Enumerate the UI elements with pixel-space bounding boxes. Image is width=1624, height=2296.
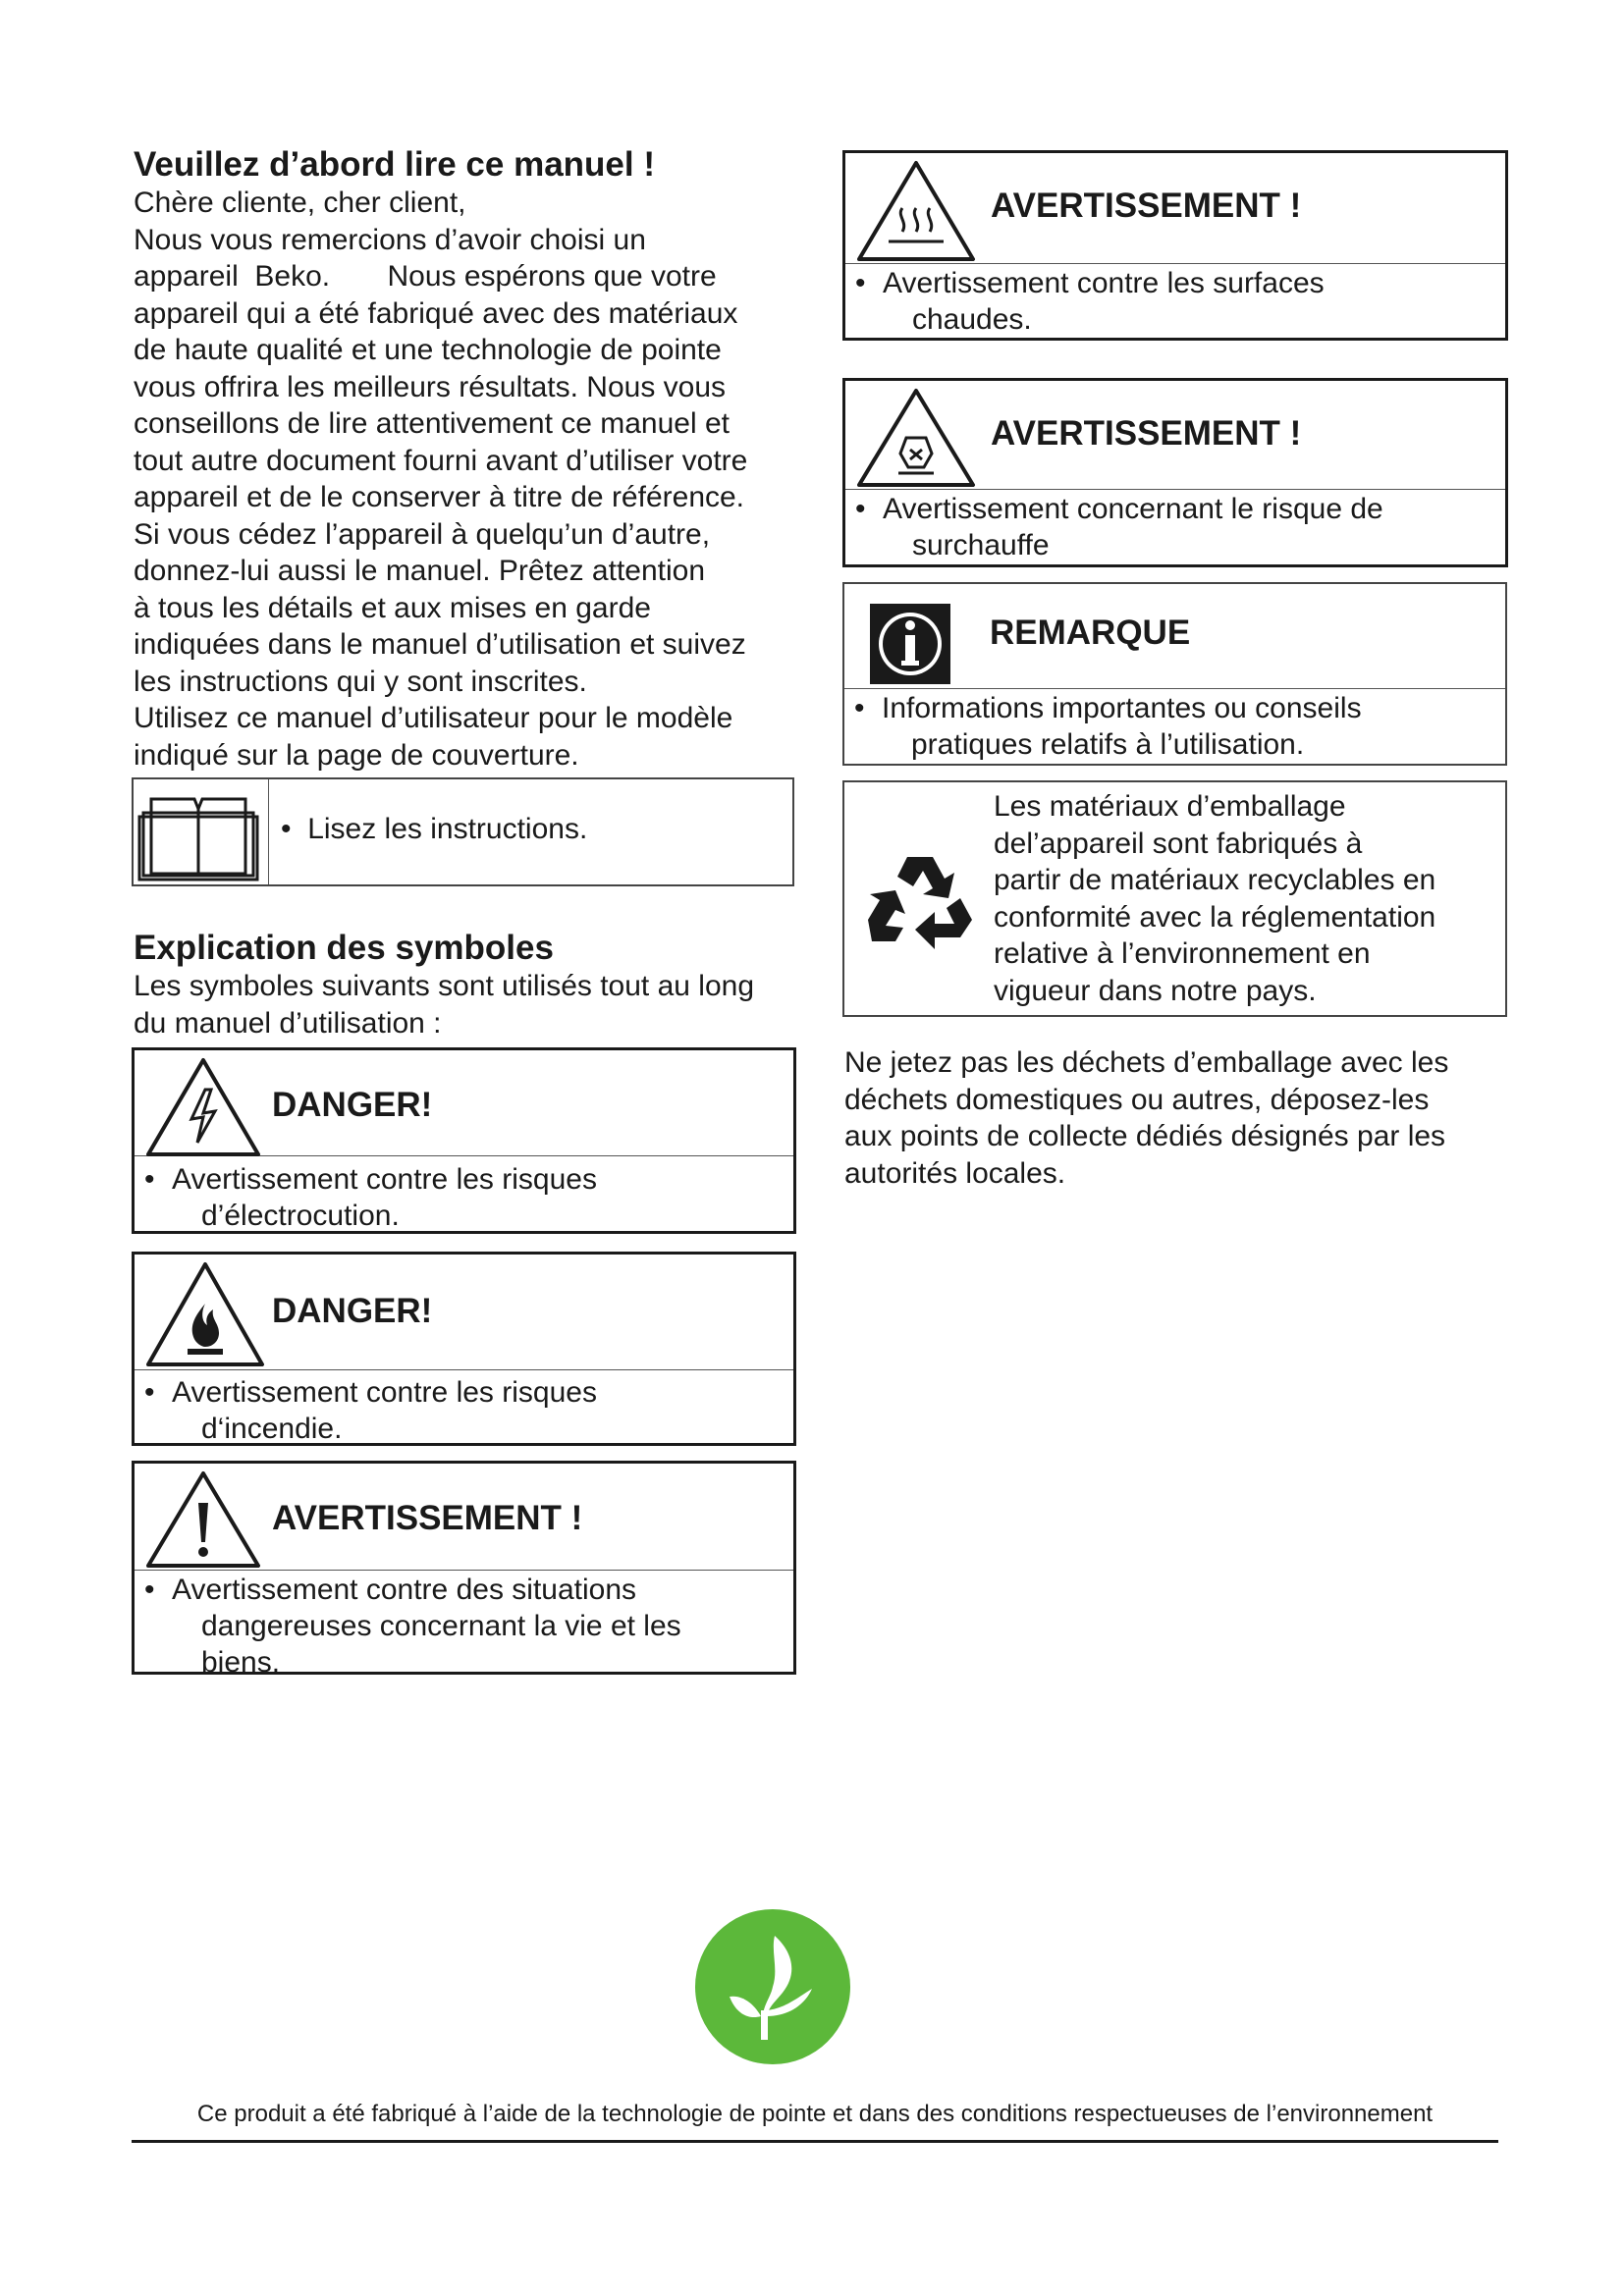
disposal-line: déchets domestiques ou autres, déposez-les: [844, 1083, 1430, 1116]
intro-line: Nous vous remercions d’avoir choisi un: [134, 223, 646, 256]
read-instructions-box: [132, 777, 794, 886]
symbols-intro: [134, 968, 801, 1041]
read-instructions-bullet: [281, 813, 587, 846]
disposal-line: autorités locales.: [844, 1156, 1066, 1190]
info-icon: [870, 604, 950, 689]
recycle-line: Les matériaux d’emballage: [994, 790, 1346, 823]
intro-line: appareil Beko. Nous espérons que votre: [134, 260, 717, 293]
fire-hazard-icon: [144, 1260, 266, 1373]
disposal-line: Ne jetez pas les déchets d’emballage avec les: [844, 1046, 1449, 1079]
box-bullet: [855, 265, 1497, 338]
bullet-dot: •: [855, 267, 866, 299]
bullet-dot: •: [144, 1574, 155, 1606]
intro-line: vous offrira les meilleurs résultats. Nous vous: [134, 370, 727, 403]
note-box: [842, 582, 1507, 766]
danger-electric-box: [132, 1047, 796, 1234]
recycle-line: partir de matériaux recyclables en: [994, 864, 1436, 896]
bullet-line: Avertissement contre les surfaces: [883, 267, 1325, 299]
box-bullet: [855, 491, 1497, 563]
bullet-line: dangereuses concernant la vie et les: [201, 1610, 681, 1642]
eco-leaf-icon: [694, 1908, 851, 2070]
footer-divider: [132, 2140, 1498, 2143]
bullet-line: Avertissement contre des situations: [172, 1574, 637, 1606]
warning-hot-box: [842, 150, 1508, 341]
box-title: REMARQUE: [990, 614, 1191, 652]
intro-line: donnez-lui aussi le manuel. Prêtez attention: [134, 555, 706, 587]
intro-paragraph: [134, 185, 801, 774]
warning-general-box: [132, 1461, 796, 1679]
footer-text: Ce produit a été fabriqué à l’aide de la technologie de pointe et dans des conditions respectueuses de l’environnement: [196, 2101, 1434, 2127]
intro-line: à tous les détails et aux mises en garde: [134, 591, 651, 624]
recycle-text: [994, 788, 1504, 1009]
bullet-dot: •: [144, 1376, 155, 1409]
bullet-dot: •: [855, 493, 866, 525]
recycle-line: del’appareil sont fabriqués à: [994, 827, 1363, 860]
intro-line: de haute qualité et une technologie de pointe: [134, 334, 722, 366]
danger-fire-box: [132, 1252, 796, 1446]
recycle-icon: [866, 847, 974, 960]
box-bullet: [144, 1374, 785, 1447]
box-bullet: [854, 690, 1497, 763]
bullet-dot: •: [854, 692, 865, 724]
recycle-line: vigueur dans notre pays.: [994, 974, 1317, 1007]
bullet-line: Informations importantes ou conseils: [882, 692, 1362, 724]
box-bullet: [144, 1161, 785, 1234]
recycle-line: conformité avec la réglementation: [994, 900, 1436, 934]
box-title: AVERTISSEMENT !: [991, 187, 1302, 225]
box-bullet: [144, 1572, 785, 1681]
symbols-line: Les symboles suivants sont utilisés tout au long: [134, 970, 755, 1002]
bullet-line: Avertissement contre les risques: [172, 1376, 597, 1409]
bullet-line: pratiques relatifs à l’utilisation.: [911, 728, 1305, 761]
intro-line: tout autre document fourni avant d’utiliser votre: [134, 444, 748, 477]
intro-line: les instructions qui y sont inscrites.: [134, 665, 587, 698]
bullet-line: d‘incendie.: [201, 1413, 343, 1445]
bullet-line: d’électrocution.: [201, 1200, 400, 1232]
box-title: AVERTISSEMENT !: [991, 414, 1302, 453]
bullet-line: chaudes.: [912, 303, 1032, 336]
symbols-line: du manuel d’utilisation :: [134, 1006, 442, 1040]
overheat-icon: [855, 387, 977, 494]
box-title: AVERTISSEMENT !: [272, 1499, 583, 1537]
disposal-line: aux points de collecte dédiés désignés par les: [844, 1120, 1446, 1152]
bullet-line: Avertissement contre les risques: [172, 1163, 597, 1196]
bullet-dot: •: [281, 813, 308, 845]
intro-line: indiquées dans le manuel d’utilisation et suivez: [134, 628, 746, 661]
intro-line: conseillons de lire attentivement ce manuel et: [134, 407, 731, 440]
recycle-box: [842, 780, 1507, 1017]
symbols-heading: Explication des symboles: [134, 929, 554, 967]
bullet-line: biens.: [201, 1646, 281, 1679]
recycle-line: relative à l’environnement en: [994, 937, 1371, 970]
warning-icon: [144, 1469, 262, 1575]
intro-line: Si vous cédez l’appareil à quelqu’un d’autre,: [134, 517, 711, 551]
intro-line: indiqué sur la page de couverture.: [134, 738, 579, 772]
read-instructions-text: Lisez les instructions.: [307, 813, 588, 845]
bullet-dot: •: [144, 1163, 155, 1196]
intro-line: appareil et de le conserver à titre de référence.: [134, 481, 745, 513]
intro-line: Chère cliente, cher client,: [134, 187, 466, 219]
bullet-line: surchauffe: [912, 529, 1050, 561]
intro-line: appareil qui a été fabriqué avec des matériaux: [134, 296, 738, 330]
hot-surface-icon: [855, 159, 977, 268]
bullet-line: Avertissement concernant le risque de: [883, 493, 1383, 525]
warning-overheat-box: [842, 378, 1508, 567]
electric-hazard-icon: [144, 1056, 262, 1163]
book-icon: [134, 779, 269, 884]
box-title: DANGER!: [272, 1086, 433, 1124]
disposal-paragraph: [844, 1044, 1512, 1192]
intro-line: Utilisez ce manuel d’utilisateur pour le modèle: [134, 702, 733, 734]
box-title: DANGER!: [272, 1292, 433, 1330]
intro-heading: Veuillez d’abord lire ce manuel !: [134, 145, 655, 184]
